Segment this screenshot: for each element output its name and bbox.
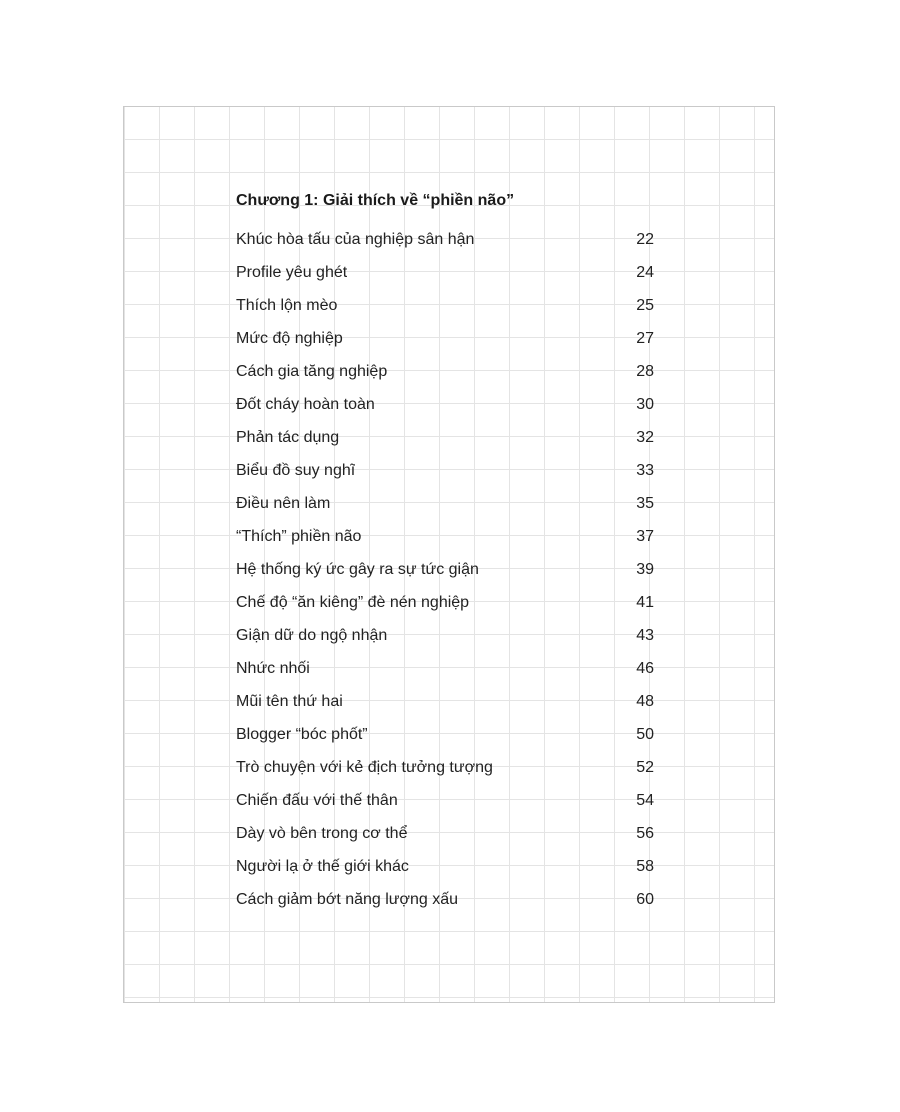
- toc-entry-title: Đốt cháy hoàn toàn: [236, 395, 375, 413]
- toc-entry-title: Khúc hòa tấu của nghiệp sân hận: [236, 230, 475, 248]
- toc-entry-page: 22: [636, 230, 654, 248]
- toc-entry-page: 27: [636, 329, 654, 347]
- toc-entry-title: Điều nên làm: [236, 494, 331, 512]
- toc-entry-page: 30: [636, 395, 654, 413]
- toc-entry: [236, 355, 654, 388]
- toc-entry-title: Profile yêu ghét: [236, 263, 348, 281]
- toc-entry-page: 41: [636, 593, 654, 611]
- toc-entry-page: 48: [636, 692, 654, 710]
- toc-entry: [236, 487, 654, 520]
- toc-entry-page: 58: [636, 857, 654, 875]
- toc-entry-title: “Thích” phiền não: [236, 527, 362, 545]
- toc-entry: [236, 883, 654, 916]
- toc-entry-page: 39: [636, 560, 654, 578]
- toc-entry: [236, 289, 654, 322]
- toc-entry-page: 54: [636, 791, 654, 809]
- toc-entry-page: 50: [636, 725, 654, 743]
- toc-entry-page: 37: [636, 527, 654, 545]
- toc-entry-title: Hệ thống ký ức gây ra sự tức giận: [236, 560, 479, 578]
- toc-entry-title: Phản tác dụng: [236, 428, 340, 446]
- toc-entry-title: Trò chuyện với kẻ địch tưởng tượng: [236, 758, 493, 776]
- toc-entry-page: 25: [636, 296, 654, 314]
- toc-entry: [236, 454, 654, 487]
- toc-entry-title: Dày vò bên trong cơ thể: [236, 824, 408, 842]
- toc-entry: [236, 586, 654, 619]
- toc-entry: [236, 388, 654, 421]
- toc-entry-title: Blogger “bóc phốt”: [236, 725, 368, 743]
- toc-entry-title: Chiến đấu với thế thân: [236, 791, 398, 809]
- chapter-title: Chương 1: Giải thích về “phiền não”: [236, 192, 515, 209]
- toc-entry-title: Nhức nhối: [236, 659, 310, 677]
- toc-entry: [236, 322, 654, 355]
- toc-entry: [236, 850, 654, 883]
- toc-entry: [236, 520, 654, 553]
- toc-entry-title: Giận dữ do ngộ nhận: [236, 626, 388, 644]
- toc-entry-page: 43: [636, 626, 654, 644]
- toc-entry-page: 60: [636, 890, 654, 908]
- toc-entry: [236, 256, 654, 289]
- toc-entry-title: Thích lộn mèo: [236, 296, 338, 314]
- toc-entry-title: Biểu đồ suy nghĩ: [236, 461, 356, 479]
- toc-entry-title: Người lạ ở thế giới khác: [236, 857, 409, 875]
- toc-entry: [236, 751, 654, 784]
- toc-entry: [236, 718, 654, 751]
- toc-entry: [236, 784, 654, 817]
- toc-entry: [236, 619, 654, 652]
- toc-entry: [236, 817, 654, 850]
- toc-entry-title: Mức độ nghiệp: [236, 329, 343, 347]
- toc-entry-title: Cách gia tăng nghiệp: [236, 362, 388, 380]
- toc-entry-page: 33: [636, 461, 654, 479]
- toc-entry-title: Chế độ “ăn kiêng” đè nén nghiệp: [236, 593, 470, 611]
- toc-entry: [236, 652, 654, 685]
- toc-entry-page: 52: [636, 758, 654, 776]
- toc-entry-title: Cách giảm bớt năng lượng xấu: [236, 890, 459, 908]
- toc-entry-page: 24: [636, 263, 654, 281]
- toc-entry: [236, 223, 654, 256]
- toc-entry-page: 56: [636, 824, 654, 842]
- document-page: [123, 106, 775, 1003]
- toc-entry-page: 28: [636, 362, 654, 380]
- toc-entry-page: 35: [636, 494, 654, 512]
- toc-entry-page: 32: [636, 428, 654, 446]
- toc-entry: [236, 685, 654, 718]
- toc-entry-page: 46: [636, 659, 654, 677]
- toc-entry-title: Mũi tên thứ hai: [236, 692, 343, 710]
- toc-entry: [236, 553, 654, 586]
- toc-entry: [236, 421, 654, 454]
- table-of-contents: [236, 190, 654, 916]
